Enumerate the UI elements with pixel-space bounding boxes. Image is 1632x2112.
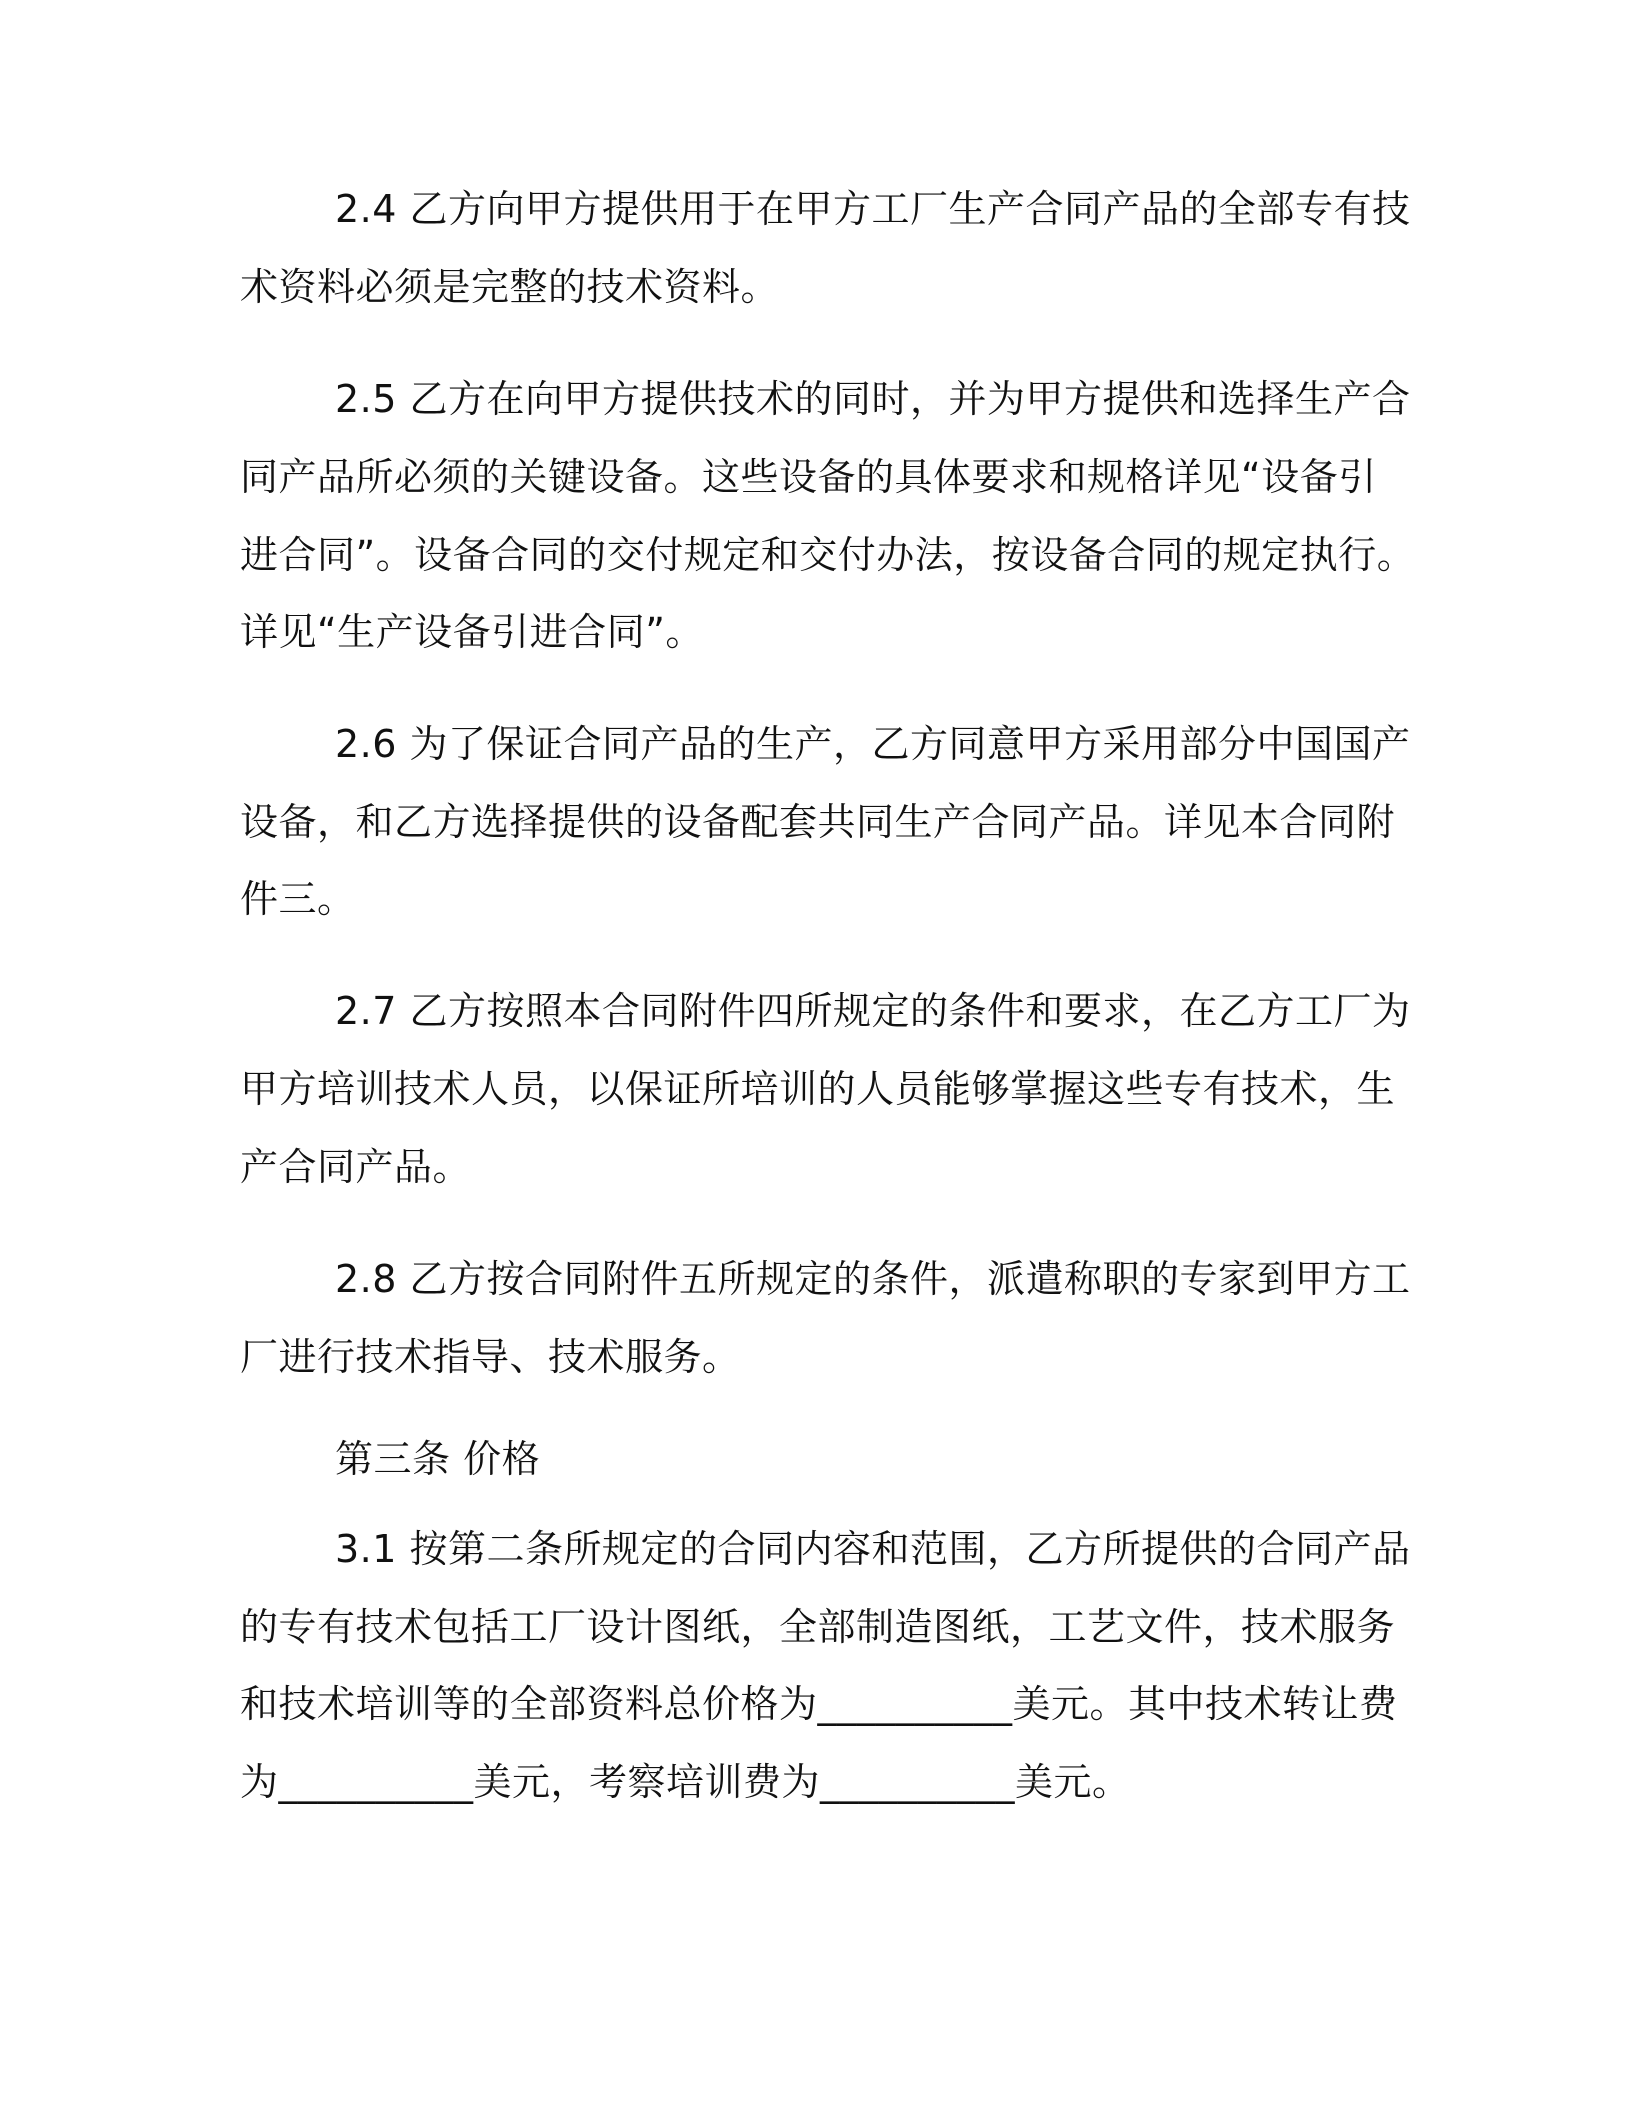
paragraph-2-5-line-1: 2.5 乙方在向甲方提供技术的同时，并为甲方提供和选择生产合 <box>335 377 1411 421</box>
paragraph-2-7-line-2: 甲方培训技术人员，以保证所培训的人员能够掌握这些专有技术，生 <box>240 1067 1396 1111</box>
paragraph-3-1-line-4: 为__________美元，考察培训费为__________美元。 <box>240 1760 1131 1804</box>
paragraph-2-6-line-1: 2.6 为了保证合同产品的生产，乙方同意甲方采用部分中国国产 <box>335 722 1411 766</box>
paragraph-2-4-line-2: 术资料必须是完整的技术资料。 <box>240 265 780 309</box>
paragraph-2-6-line-2: 设备，和乙方选择提供的设备配套共同生产合同产品。详见本合同附 <box>240 800 1396 844</box>
paragraph-2-5-line-2: 同产品所必须的关键设备。这些设备的具体要求和规格详见“设备引 <box>240 455 1377 499</box>
paragraph-2-6-line-3: 件三。 <box>240 877 356 921</box>
paragraph-2-8-line-1: 2.8 乙方按合同附件五所规定的条件，派遣称职的专家到甲方工 <box>335 1257 1411 1301</box>
paragraph-2-4-line-1: 2.4 乙方向甲方提供用于在甲方工厂生产合同产品的全部专有技 <box>335 187 1411 231</box>
paragraph-2-5-line-3: 进合同”。设备合同的交付规定和交付办法，按设备合同的规定执行。 <box>240 533 1416 577</box>
paragraph-3-1-line-2: 的专有技术包括工厂设计图纸，全部制造图纸，工艺文件，技术服务 <box>240 1605 1396 1649</box>
paragraph-2-8-line-2: 厂进行技术指导、技术服务。 <box>240 1335 741 1379</box>
paragraph-3-1-line-3: 和技术培训等的全部资料总价格为__________美元。其中技术转让费 <box>240 1682 1398 1726</box>
paragraph-2-7-line-1: 2.7 乙方按照本合同附件四所规定的条件和要求，在乙方工厂为 <box>335 989 1411 1033</box>
paragraph-3-1-line-1: 3.1 按第二条所规定的合同内容和范围，乙方所提供的合同产品 <box>335 1527 1411 1571</box>
section-heading-price: 第三条 价格 <box>335 1437 541 1481</box>
paragraph-2-5-line-4: 详见“生产设备引进合同”。 <box>240 610 704 654</box>
paragraph-2-7-line-3: 产合同产品。 <box>240 1145 472 1189</box>
